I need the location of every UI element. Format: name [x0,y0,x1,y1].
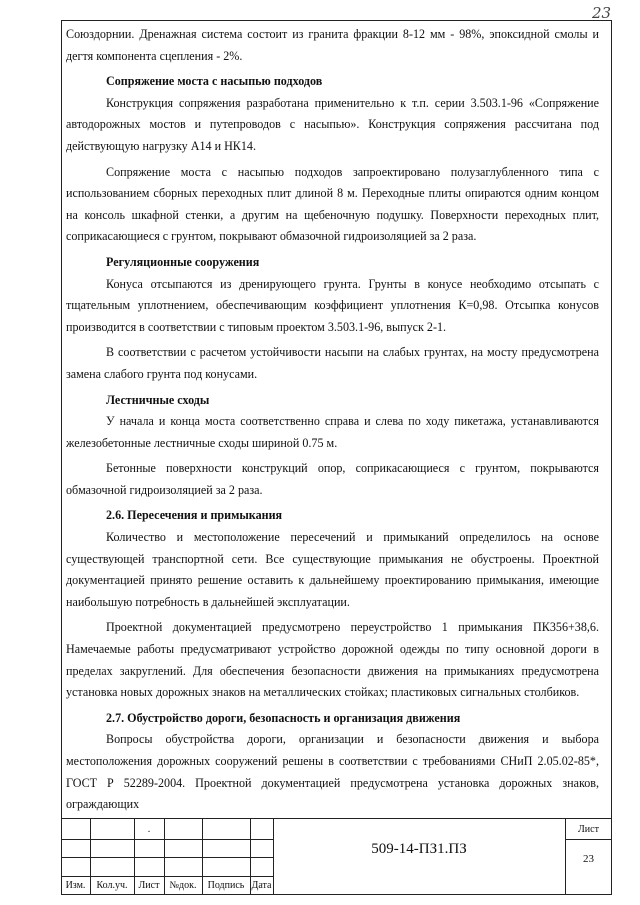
paragraph: Бетонные поверхности конструкций опор, соприкасающиеся с грунтом, покрываются обмазочной гидроизоляцией за 2 раза. [66,461,599,497]
paragraph: Сопряжение моста с насыпью подходов запроектировано полузаглубленного типа с использованием сборных переходных плит длиной 8 м. Переходные плиты опираются одним концом на консоль шкафной стенки, а другим на щебеночную подушку. Поверхности переходных плит, соприкасающиеся с грунтом, покрывают обмазочной гидроизоляцией за 2 раза. [66,164,599,244]
col-kol-uch: Кол.уч. [96,880,128,891]
col-list: Лист [138,880,160,891]
paragraph: Конструкция сопряжения разработана применительно к т.п. серии 3.503.1-96 «Сопряжение автодорожных мостов и путепроводов с насыпью». Конструкция сопряжения рассчитана под действующую нагрузку А14 и НК14. [66,95,599,153]
sheet-label: Лист [578,824,599,835]
stamp-dot: . [147,824,151,835]
col-izm: Изм. [65,880,86,891]
section-heading: 2.7. Обустройство дороги, безопасность и организация движения [106,710,461,725]
paragraph: Союздорнии. Дренажная система состоит из гранита фракции 8-12 мм - 98%, эпоксидной смолы и дегтя компонента сцепления - 2%. [66,27,599,63]
paragraph: В соответствии с расчетом устойчивости насыпи на слабых грунтах, на мосту предусмотрена замена слабого грунта под конусами. [66,345,599,381]
col-data: Дата [251,880,272,891]
section-heading: Сопряжение моста с насыпью подходов [106,74,323,89]
section-heading: 2.6. Пересечения и примыкания [106,508,283,523]
document-number: 509-14-ПЗ1.ПЗ [371,841,467,857]
paragraph: Проектной документацией предусмотрено переустройство 1 примыкания ПК356+38,6. Намечаемые работы предусматривают устройство дорожной одежды по типу основной дороги в пределах закруглений. Для обеспечения безопасности движения на примыканиях предусмотрена установка новых дорожных знаков на металлических стойках; пластиковых сигнальных столбиков. [66,620,599,700]
col-podpis: Подпись [207,880,245,891]
grid-line [565,839,612,840]
col-ndok: №док. [169,880,197,891]
paragraph: Вопросы обустройства дороги, организации и безопасности движения и выбора местоположения дорожных сооружений решены в соответствии с требованиями СНиП 2.05.02-85*, ГОСТ Р 52289-2004. Проектной документацией предусмотрена установка дорожных знаков, ограждающих [66,732,599,812]
handwritten-page-number: 23 [592,4,612,22]
paragraph: У начала и конца моста соответственно справа и слева по ходу пикетажа, устанавливаются железобетонные лестничные сходы шириной 0.75 м. [66,414,599,450]
section-heading: Лестничные сходы [106,392,210,407]
grid-line [61,876,273,877]
sheet-number: 23 [583,853,594,865]
grid-line [61,857,273,858]
document-body [66,24,599,816]
paragraph: Количество и местоположение пересечений и примыканий определилось на основе существующей транспортной сети. Все существующие примыкания не обустроены. Проектной документацией принято решение оставить к дальнейшему проектированию примыкания, имеющие наибольшую потребность в дальнейшей эксплуатации. [66,530,599,609]
title-block [61,818,612,895]
grid-line [61,839,273,840]
section-heading: Регуляционные сооружения [106,254,260,269]
paragraph: Конуса отсыпаются из дренирующего грунта. Грунты в конусе необходимо отсыпать с тщательным уплотнением, обеспечивающим коэффициент уплотнения К=0,98. Отсыпка конусов производится в соответствии с типовым проектом 3.503.1-96, выпуск 2-1. [66,276,599,334]
